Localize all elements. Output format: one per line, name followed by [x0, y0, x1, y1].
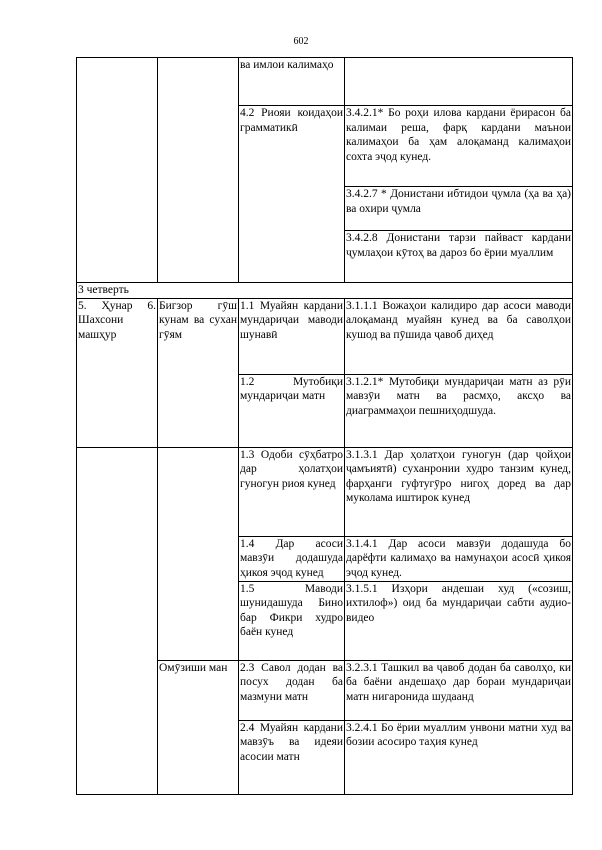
table-cell: 3.4.2.1* Бо роҳи илова кардани ёрирасон ба калимаи реша, фарқ кардани маънои калимаҳои ба ҳам алоқаманд калимаҳои сохта эҷод кунед. — [345, 106, 573, 187]
table-cell: 1.1 Муайян кардани мундариҷаи маводи шунавӣ — [239, 298, 345, 374]
table-cell — [158, 58, 239, 283]
table-cell: 3.1.4.1 Дар асоси мавзӯи додашуда бо дарёфти калимаҳо ва намунаҳои асосӣ ҳикоя эҷод кунед. — [345, 536, 573, 581]
table-cell: 1.2 Мутобиқи мундариҷаи матн — [239, 374, 345, 447]
page-number: 602 — [293, 36, 309, 47]
table-cell: 3.1.1.1 Вожаҳои калидиро дар асоси маводи алоқаманд муайян кунед ва ба саволҳои кушод ва пӯшида ҷавоб диҳед — [345, 298, 573, 374]
table-row — [77, 298, 573, 374]
table-cell: 1.5 Маводи шунидашуда Бино бар Фикри худро баён кунед — [239, 581, 345, 660]
table-cell: 4.2 Риояи коидаҳои грамматикӣ — [239, 106, 345, 283]
table-row — [77, 58, 573, 106]
table-cell: 5. Ҳунар 6. Шахсони машҳур — [77, 298, 158, 447]
table-cell: 3.4.2.7 * Донистани ибтидои ҷумла (ҳа ва ҳа) ва охири ҷумла — [345, 187, 573, 231]
table-cell: 3.1.3.1 Дар ҳолатҳои гуногун (дар ҷойҳои ҷамъиятӣ) суханронии худро танзим кунед, фарҳанги гуфтугӯро нигоҳ доред ва дар муколама иштирок кунед — [345, 447, 573, 536]
table-cell — [77, 58, 158, 283]
table-cell: 2.4 Муайян кардани мавзӯъ ва идеяи асосии матн — [239, 720, 345, 794]
table-cell: 3.1.5.1 Изҳори андешаи худ («созиш, ихтилоф») оид ба мундариҷаи сабти аудио-видео — [345, 581, 573, 660]
table-cell: ва имлои калимаҳо — [239, 58, 345, 106]
table-row — [77, 447, 573, 536]
table-cell: 1.4 Дар асоси мавзӯи додашуда ҳикоя эҷод кунед — [239, 536, 345, 581]
quarter-label: 3 четверть — [77, 283, 573, 299]
table-cell: 3.1.2.1* Мутобиқи мундариҷаи матн аз рӯи мавзӯи матн ва расмҳо, аксҳо ва диаграммаҳои пешниҳодшуда. — [345, 374, 573, 447]
table-cell: 3.2.4.1 Бо ёрии муаллим унвони матни худ ва бозии асосиро таҳия кунед — [345, 720, 573, 794]
curriculum-table — [76, 57, 573, 795]
table-cell: 1.3 Одоби сӯҳбатро дар ҳолатҳои гуногун риоя кунед — [239, 447, 345, 536]
table-cell — [345, 58, 573, 106]
table-cell: 2.3 Савол додан ва посух додан ба мазмуни матн — [239, 660, 345, 720]
table-cell — [158, 447, 239, 660]
table-cell: Омӯзиши ман — [158, 660, 239, 794]
table-row — [77, 283, 573, 299]
table-cell: Бигзор гӯш кунам ва сухан гӯям — [158, 298, 239, 447]
table-cell — [77, 447, 158, 794]
table-cell: 3.2.3.1 Ташкил ва ҷавоб додан ба саволҳо, ки ба баёни андешаҳо дар бораи мундариҷаи матн нигаронида шудаанд — [345, 660, 573, 720]
table-cell: 3.4.2.8 Донистани тарзи пайваст кардани ҷумлаҳои кӯтоҳ ва дароз бо ёрии муаллим — [345, 231, 573, 283]
